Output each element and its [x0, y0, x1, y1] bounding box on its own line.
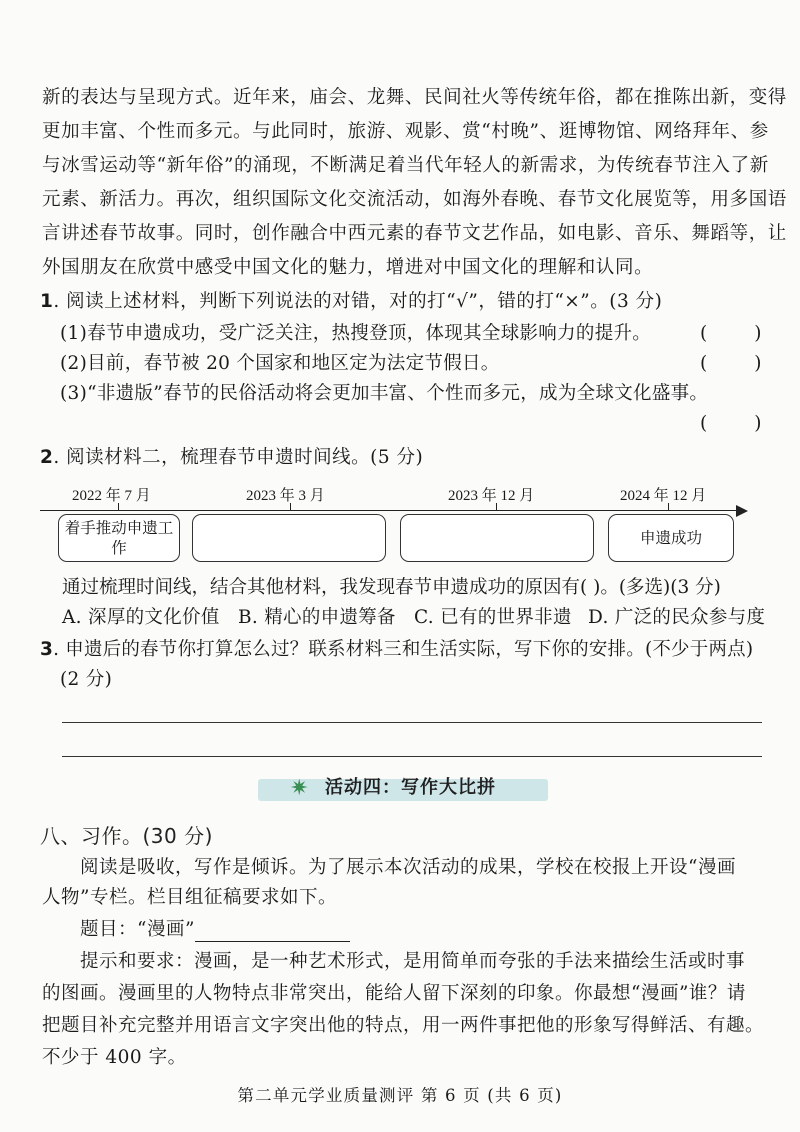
q2-option-a[interactable]: A. 深厚的文化价值 — [62, 607, 220, 628]
timeline-box-2[interactable] — [192, 514, 386, 562]
timeline-tick — [668, 503, 669, 511]
timeline-box-3[interactable] — [400, 514, 594, 562]
answer-line[interactable] — [62, 722, 762, 723]
passage-line: 言讲述春节故事。同时，创作融合中西元素的春节文艺作品，如电影、音乐、舞蹈等，让 — [42, 223, 787, 244]
timeline-date: 2022 年 7 月 — [72, 488, 151, 504]
answer-line[interactable] — [62, 756, 762, 757]
passage-line: 新的表达与呈现方式。近年来，庙会、龙舞、民间社火等传统年俗，都在推陈出新，变得 — [42, 87, 787, 108]
timeline-date: 2024 年 12 月 — [620, 488, 707, 504]
activity-title: 活动四：写作大比拼 — [325, 777, 496, 798]
q1-answer-1[interactable]: ( ) — [700, 323, 762, 344]
question-number: 3 — [40, 639, 54, 660]
passage-line: 元素、新活力。再次，组织国际文化交流活动，如海外春晚、春节文化展览等，用多国语 — [42, 189, 787, 210]
question-1-text: . 阅读上述材料，判断下列说法的对错，对的打“√”，错的打“×”。(3 分) — [53, 291, 663, 312]
timeline-arrow-icon — [736, 505, 748, 517]
topic-label: 题目：“漫画” — [80, 919, 195, 940]
q1-item-3: (3)“非遗版”春节的民俗活动将会更加丰富、个性而多元，成为全球文化盛事。 — [60, 383, 709, 404]
timeline-tick — [496, 503, 497, 511]
question-number: 2 — [40, 447, 54, 468]
question-2 — [40, 446, 423, 470]
page-footer: 第二单元学业质量测评 第 6 页 (共 6 页) — [237, 1086, 563, 1105]
star-icon: ✷ — [290, 776, 309, 801]
hint-line: 不少于 400 字。 — [42, 1047, 187, 1068]
timeline-tick — [290, 503, 291, 511]
question-number: 1 — [40, 291, 54, 312]
q2-option-b[interactable]: B. 精心的申遗筹备 — [238, 607, 396, 628]
question-2-text: . 阅读材料二，梳理春节申遗时间线。(5 分) — [53, 447, 424, 468]
prompt-line: 阅读是吸收，写作是倾诉。为了展示本次活动的成果，学校在校报上开设“漫画 — [80, 857, 736, 878]
timeline-box-4: 申遗成功 — [608, 514, 734, 562]
timeline-tick — [118, 503, 119, 511]
q1-item-2: (2)目前，春节被 20 个国家和地区定为法定节假日。 — [60, 353, 500, 374]
passage-line: 外国朋友在欣赏中感受中国文化的魅力，增进对中国文化的理解和认同。 — [42, 257, 654, 278]
q1-item-1: (1)春节申遗成功，受广泛关注，热搜登顶，体现其全球影响力的提升。 — [60, 323, 652, 344]
hint-line: 把题目补充完整并用语言文字突出他的特点，用一两件事把他的形象写得鲜活、有趣。 — [42, 1015, 765, 1036]
timeline-box-1: 着手推动申遗工作 — [58, 514, 180, 562]
q2-prompt: 通过梳理时间线，结合其他材料，我发现春节申遗成功的原因有( )。(多选)(3 分) — [62, 577, 721, 598]
question-1 — [40, 290, 662, 314]
q1-answer-2[interactable]: ( ) — [700, 353, 762, 374]
hint-line: 的图画。漫画里的人物特点非常突出，能给人留下深刻的印象。你最想“漫画”谁？请 — [42, 983, 746, 1004]
topic — [80, 918, 350, 942]
timeline-date: 2023 年 12 月 — [448, 488, 535, 504]
timeline-date: 2023 年 3 月 — [246, 488, 325, 504]
section-title: 八、习作。(30 分) — [40, 824, 213, 848]
q1-answer-3[interactable]: ( ) — [700, 413, 762, 434]
passage-line: 与冰雪运动等“新年俗”的涌现，不断满足着当代年轻人的新需求，为传统春节注入了新 — [42, 155, 769, 176]
prompt-line: 人物”专栏。栏目组征稿要求如下。 — [42, 887, 337, 908]
timeline-axis — [40, 510, 740, 511]
hint-line: 提示和要求：漫画，是一种艺术形式，是用简单而夸张的手法来描绘生活或时事 — [80, 951, 746, 972]
q3-score: (2 分) — [60, 669, 113, 690]
question-3 — [40, 638, 753, 662]
topic-blank[interactable] — [195, 923, 350, 942]
passage-line: 更加丰富、个性而多元。与此同时，旅游、观影、赏“村晚”、逛博物馆、网络拜年、参 — [42, 121, 769, 142]
q2-option-d[interactable]: D. 广泛的民众参与度 — [588, 607, 766, 628]
question-3-text: . 申遗后的春节你打算怎么过？联系材料三和生活实际，写下你的安排。(不少于两点) — [53, 639, 754, 660]
q2-option-c[interactable]: C. 已有的世界非遗 — [414, 607, 572, 628]
